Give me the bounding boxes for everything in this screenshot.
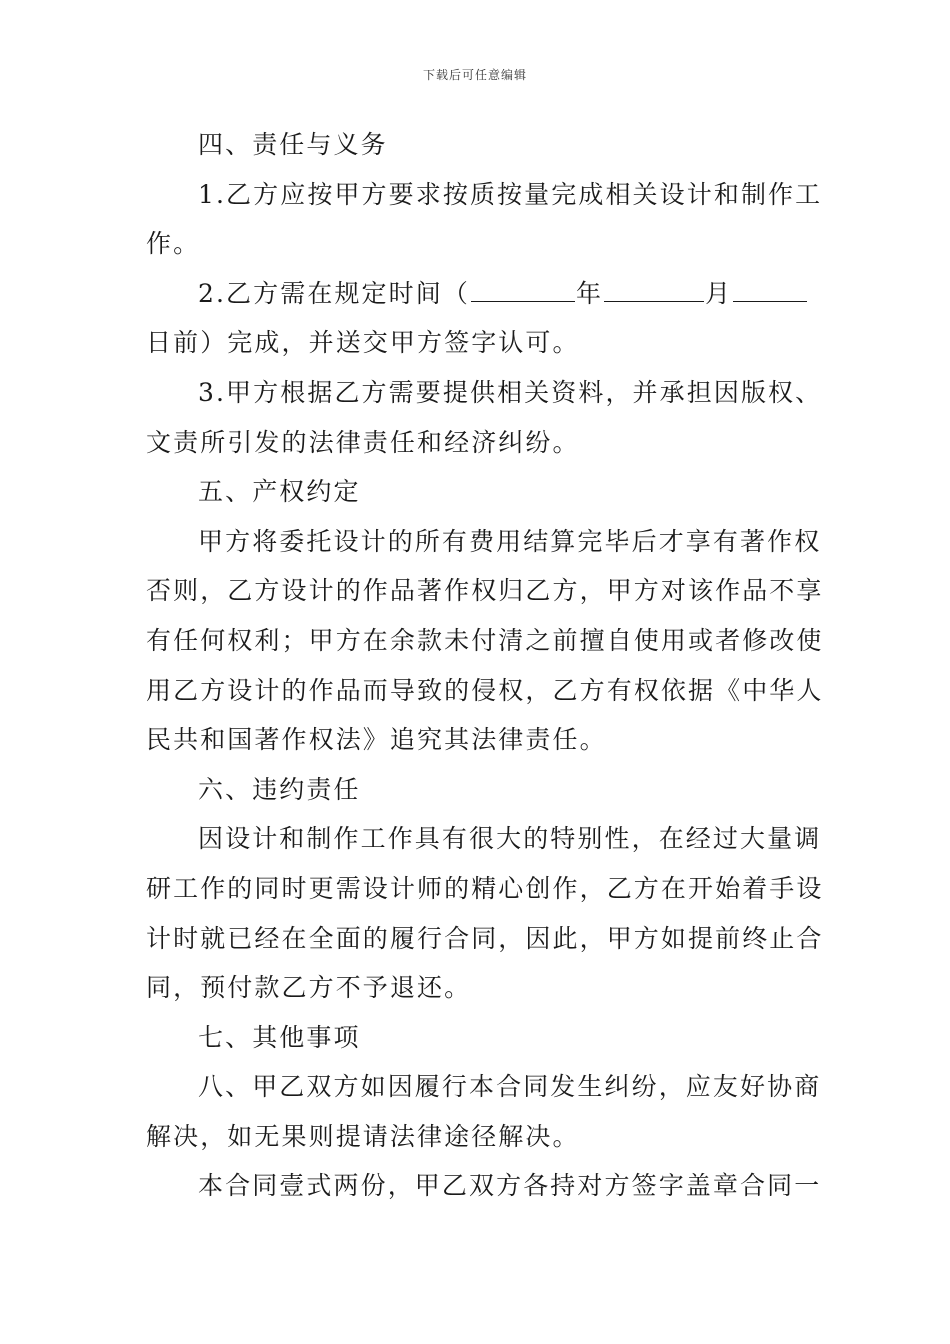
section-8-line: 解决，如无果则提请法律途径解决。	[146, 1121, 580, 1151]
section-4-item-3-line-2: 文责所引发的法律责任和经济纠纷。	[146, 427, 580, 457]
section-5-title: 五、产权约定	[198, 477, 361, 507]
section-8-line: 八、甲乙双方如因履行本合同发生纠纷，应友好协商	[198, 1072, 822, 1102]
section-6-title: 六、违约责任	[198, 774, 361, 804]
section-5-line: 否则，乙方设计的作品著作权归乙方，甲方对该作品不享	[146, 576, 824, 606]
section-4-item-2-line-1	[146, 269, 806, 319]
section-5-line: 有任何权利；甲方在余款未付清之前擅自使用或者修改使	[146, 625, 824, 655]
section-4-title: 四、责任与义务	[198, 130, 388, 159]
section-4-item-1-line-1: 1.乙方应按甲方要求按质按量完成相关设计和制作工	[198, 179, 823, 209]
closing-line: 本合同壹式两份，甲乙双方各持对方签字盖章合同一	[198, 1171, 822, 1201]
section-6-line: 研工作的同时更需设计师的精心创作，乙方在开始着手设	[146, 873, 824, 903]
section-6-line: 同，预付款乙方不予退还。	[146, 973, 472, 1003]
page-header: 下载后可任意编辑	[422, 68, 527, 82]
document-body	[146, 120, 824, 1211]
day-blank-field[interactable]	[733, 279, 807, 302]
year-blank-field[interactable]	[471, 279, 575, 302]
section-4-item-3-line-1: 3.甲方根据乙方需要提供相关资料，并承担因版权、	[198, 377, 823, 407]
section-4-item-1-line-2: 作。	[146, 229, 201, 259]
section-5-line: 民共和国著作权法》追究其法律责任。	[146, 725, 607, 755]
section-5-line: 甲方将委托设计的所有费用结算完毕后才享有著作权	[198, 526, 822, 556]
section-6-line: 计时就已经在全面的履行合同，因此，甲方如提前终止合	[146, 923, 824, 953]
month-blank-field[interactable]	[604, 279, 704, 302]
section-4-item-2-line-2: 日前）完成，并送交甲方签字认可。	[146, 328, 580, 358]
section-6-line: 因设计和制作工作具有很大的特别性，在经过大量调	[198, 824, 822, 854]
month-label: 月	[705, 278, 733, 308]
year-label: 年	[575, 278, 604, 308]
section-5-line: 用乙方设计的作品而导致的侵权，乙方有权依据《中华人	[146, 675, 824, 705]
item-2-prefix: 2.乙方需在规定时间（	[198, 278, 470, 308]
section-7-title: 七、其他事项	[198, 1022, 361, 1052]
